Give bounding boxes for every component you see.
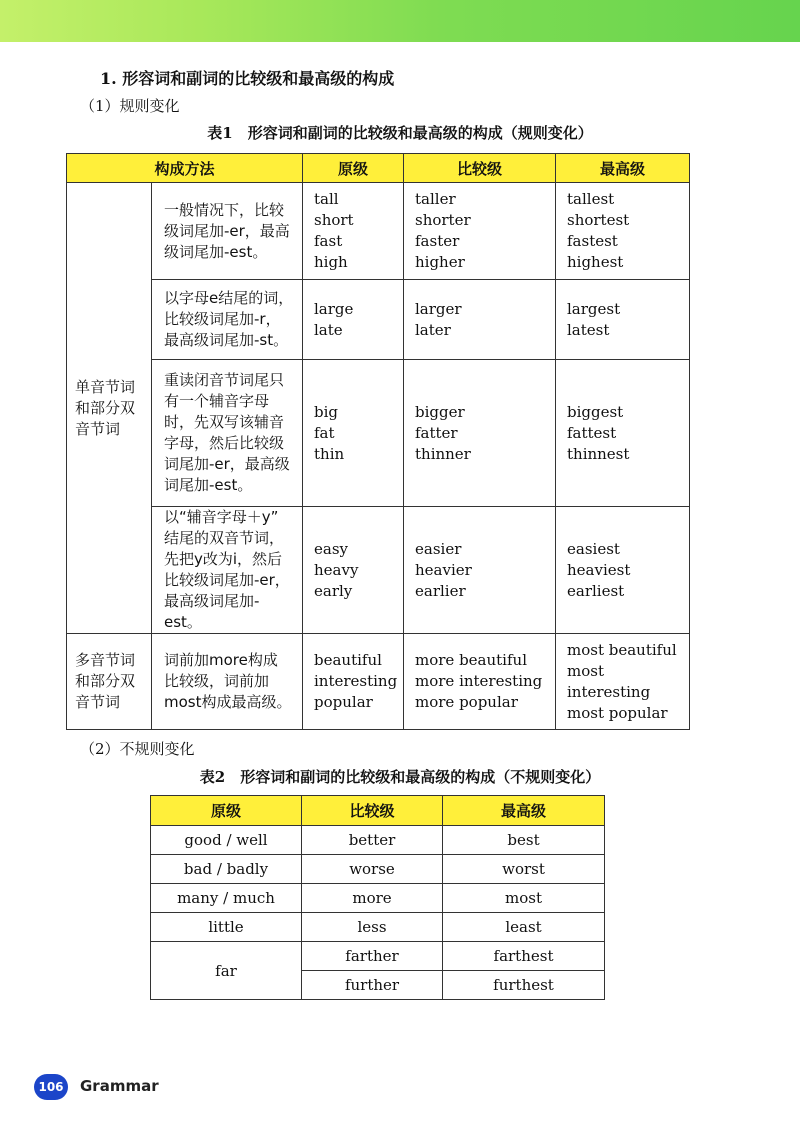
comparative-cell: bigger fatter thinner [404,360,556,507]
superlative-cell: furthest [443,971,605,1000]
rule-cell: 以字母e结尾的词， 比较级词尾加-r， 最高级词尾加-st。 [152,280,303,360]
category-single-syllable: 单音节词 和部分双 音节词 [67,183,152,634]
header-superlative: 最高级 [556,154,690,183]
table-row [67,280,690,360]
comparative-cell: worse [302,855,443,884]
superlative-cell: least [443,913,605,942]
rule-cell: 以“辅音字母＋y” 结尾的双音节词， 先把y改为i，然后 比较级词尾加-er， 最高级词尾加-est。 [152,507,303,634]
top-banner [0,0,800,42]
regular-table [66,153,690,730]
table-row [151,913,605,942]
regular-heading: （1）规则变化 [80,97,180,115]
table-row [67,360,690,507]
page-number-badge: 106 [34,1074,68,1100]
positive-cell: tall short fast high [303,183,404,280]
table-row [151,855,605,884]
table2-caption: 表2 形容词和副词的比较级和最高级的构成（不规则变化） [199,768,601,786]
comparative-cell: less [302,913,443,942]
superlative-cell: best [443,826,605,855]
positive-cell: good / well [151,826,302,855]
superlative-cell: biggest fattest thinnest [556,360,690,507]
header-comparative: 比较级 [404,154,556,183]
table-row [67,507,690,634]
table-row [151,884,605,913]
table-row [151,942,605,971]
category-multi-syllable: 多音节词 和部分双 音节词 [67,634,152,730]
superlative-cell: worst [443,855,605,884]
superlative-cell: most [443,884,605,913]
positive-cell: beautiful interesting popular [303,634,404,730]
table1-caption: 表1 形容词和副词的比较级和最高级的构成（规则变化） [207,124,593,142]
irregular-heading: （2）不规则变化 [80,740,195,758]
table-row [67,183,690,280]
comparative-cell: more [302,884,443,913]
table-header-row [67,154,690,183]
header-comparative: 比较级 [302,796,443,826]
positive-cell: bad / badly [151,855,302,884]
header-positive: 原级 [303,154,404,183]
comparative-cell: further [302,971,443,1000]
comparative-cell: larger later [404,280,556,360]
superlative-cell: largest latest [556,280,690,360]
section-title: 1. 形容词和副词的比较级和最高级的构成 [100,69,395,88]
footer-label: Grammar [80,1077,159,1095]
positive-cell: large late [303,280,404,360]
comparative-cell: farther [302,942,443,971]
positive-cell: many / much [151,884,302,913]
superlative-cell: tallest shortest fastest highest [556,183,690,280]
superlative-cell: most beautiful most interesting most popular [556,634,690,730]
header-method: 构成方法 [67,154,303,183]
superlative-cell: farthest [443,942,605,971]
comparative-cell: taller shorter faster higher [404,183,556,280]
table-row [67,634,690,730]
rule-cell: 重读闭音节词尾只 有一个辅音字母 时，先双写该辅音 字母，然后比较级 词尾加-er，最高级 词尾加-est。 [152,360,303,507]
header-positive: 原级 [151,796,302,826]
positive-cell: easy heavy early [303,507,404,634]
rule-cell: 词前加more构成 比较级，词前加 most构成最高级。 [152,634,303,730]
positive-cell-far: far [151,942,302,1000]
table-header-row [151,796,605,826]
comparative-cell: more beautiful more interesting more popular [404,634,556,730]
rule-cell: 一般情况下，比较 级词尾加-er，最高 级词尾加-est。 [152,183,303,280]
comparative-cell: better [302,826,443,855]
irregular-table [150,795,605,1000]
superlative-cell: easiest heaviest earliest [556,507,690,634]
table-row [151,826,605,855]
header-superlative: 最高级 [443,796,605,826]
comparative-cell: easier heavier earlier [404,507,556,634]
positive-cell: little [151,913,302,942]
positive-cell: big fat thin [303,360,404,507]
